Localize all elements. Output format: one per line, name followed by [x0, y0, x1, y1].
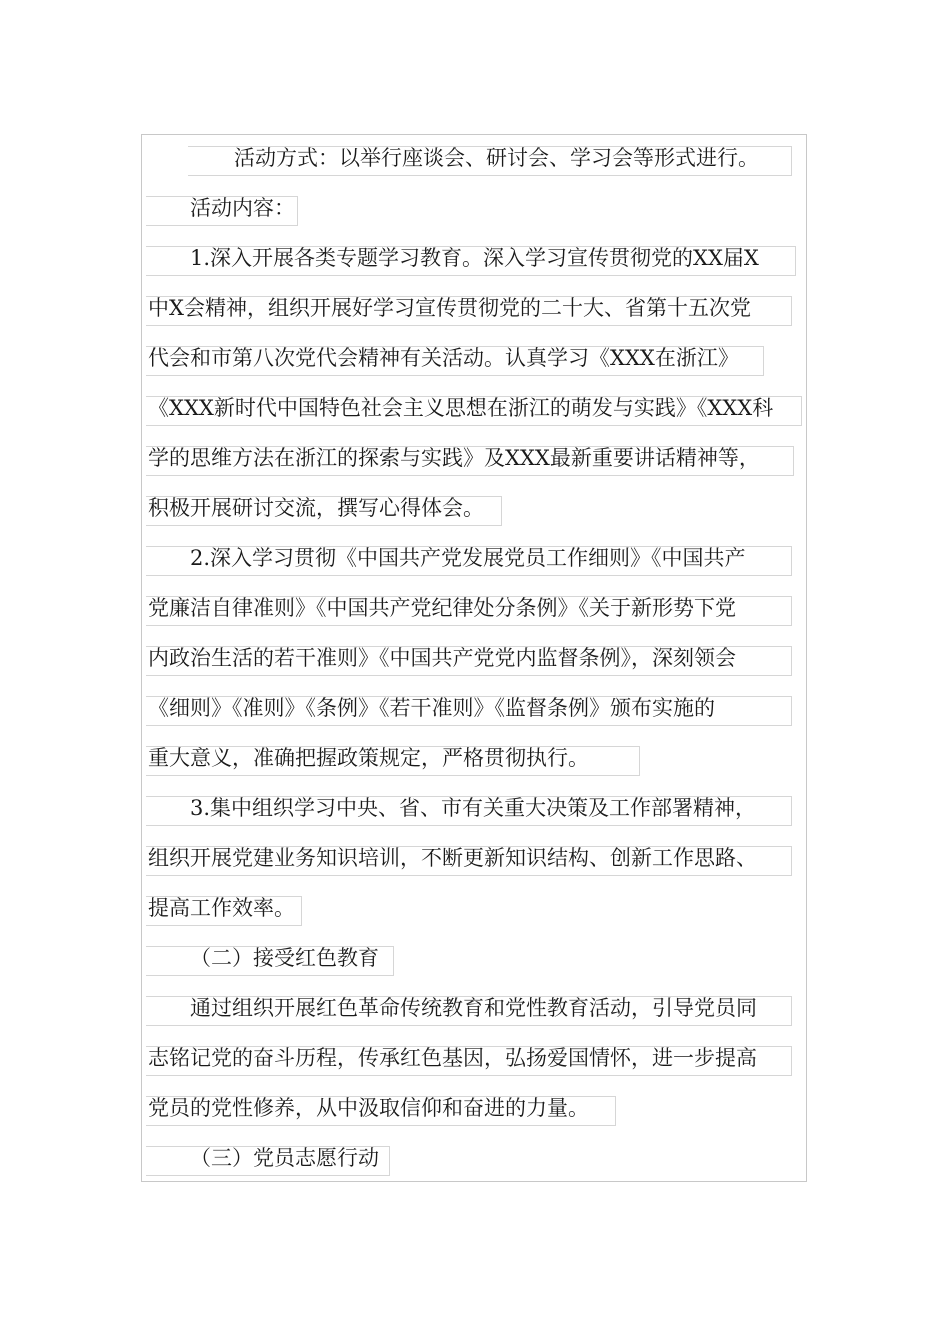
text-line: 2.深入学习贯彻《中国共产党发展党员工作细则》《中国共产: [146, 546, 792, 576]
text-line: （二）接受红色教育: [146, 946, 394, 976]
text-line: 1.深入开展各类专题学习教育。深入学习宣传贯彻党的XX届X: [146, 246, 796, 276]
text-line: 重大意义，准确把握政策规定，严格贯彻执行。: [146, 746, 640, 776]
text-line: 中X会精神，组织开展好学习宣传贯彻党的二十大、省第十五次党: [146, 296, 792, 326]
text-line: 党员的党性修养，从中汲取信仰和奋进的力量。: [146, 1096, 616, 1126]
text-line: 《细则》《准则》《条例》《若干准则》《监督条例》颁布实施的: [146, 696, 792, 726]
text-line: 积极开展研讨交流，撰写心得体会。: [146, 496, 502, 526]
text-line: （三）党员志愿行动: [146, 1146, 390, 1176]
text-line: 内政治生活的若干准则》《中国共产党党内监督条例》，深刻领会: [146, 646, 792, 676]
text-line: 《XXX新时代中国特色社会主义思想在浙江的萌发与实践》《XXX科: [146, 396, 802, 426]
text-line: 活动方式：以举行座谈会、研讨会、学习会等形式进行。: [188, 146, 792, 176]
text-line: 提高工作效率。: [146, 896, 302, 926]
text-line: 代会和市第八次党代会精神有关活动。认真学习《XXX在浙江》: [146, 346, 764, 376]
text-line: 组织开展党建业务知识培训，不断更新知识结构、创新工作思路、: [146, 846, 792, 876]
text-line: 志铭记党的奋斗历程，传承红色基因，弘扬爱国情怀，进一步提高: [146, 1046, 792, 1076]
text-line: 党廉洁自律准则》《中国共产党纪律处分条例》《关于新形势下党: [146, 596, 792, 626]
text-line: 通过组织开展红色革命传统教育和党性教育活动，引导党员同: [146, 996, 792, 1026]
text-line: 学的思维方法在浙江的探索与实践》及XXX最新重要讲话精神等，: [146, 446, 794, 476]
text-line: 活动内容：: [146, 196, 298, 226]
text-line: 3.集中组织学习中央、省、市有关重大决策及工作部署精神，: [146, 796, 792, 826]
